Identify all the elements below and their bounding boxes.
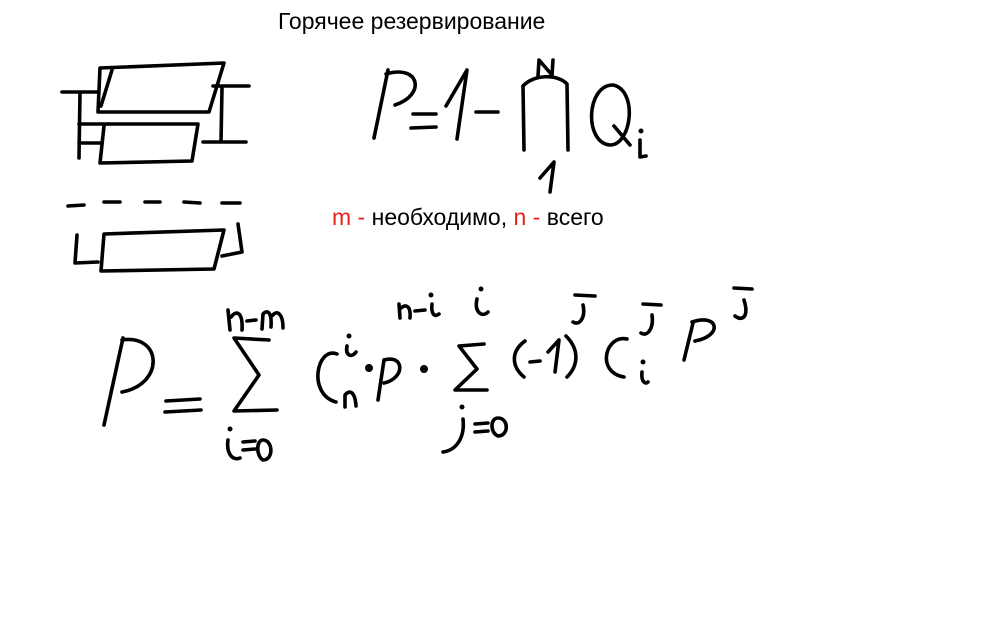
formula2-lower-i0 — [228, 440, 271, 460]
element-1-inner — [101, 70, 112, 106]
redundancy-block-diagram — [62, 63, 249, 271]
formula2-inner-upper-i-dot — [479, 287, 483, 291]
formula2-C — [318, 353, 337, 402]
m-variable: m — [332, 204, 352, 230]
formula2-C-sub-n — [345, 392, 356, 407]
element-1-rect — [98, 63, 224, 112]
formula2-sup-j — [573, 295, 595, 323]
formula1-sub-i — [640, 140, 646, 157]
formula2-C-sup-i-dot — [347, 334, 351, 338]
formula2-inner-lower-j-dot — [460, 405, 464, 409]
formula2-P-second — [378, 359, 400, 400]
formula2-inner-upper-i — [476, 299, 488, 314]
formula1-equals — [411, 114, 436, 128]
formula2-P-third — [684, 320, 714, 360]
formula1-product-sign — [523, 77, 568, 150]
formula2-upper-n-m — [228, 310, 283, 330]
n-meaning: всего — [546, 204, 604, 230]
dashed-separator — [68, 202, 240, 206]
formula2-outer-sigma — [234, 338, 277, 411]
page-title: Горячее резервирование — [278, 8, 546, 34]
formula2-P3-sup-j — [734, 288, 752, 318]
formula2-mult-dot-1 — [366, 365, 373, 372]
formula2-C2-sup-j — [641, 304, 661, 334]
formula1-N — [538, 60, 553, 76]
m-meaning: необходимо, — [371, 204, 514, 230]
n-variable: n — [513, 204, 527, 230]
formula2-inner-lower-j0 — [443, 418, 506, 452]
formula-product — [374, 60, 646, 192]
formula1-one — [446, 70, 467, 139]
formula1-Q — [592, 85, 630, 145]
formula2-sup-n-i — [399, 304, 439, 318]
n-dash: - — [526, 204, 547, 230]
formula2-C2-sub-i — [642, 372, 648, 383]
formula2-equals — [165, 399, 201, 412]
element-2-rect — [100, 124, 198, 163]
m-dash: - — [351, 204, 372, 230]
formula1-i-dot — [639, 129, 643, 133]
formula2-P — [104, 338, 153, 425]
formula1-lower-one — [540, 162, 554, 192]
element-n-rect — [101, 230, 224, 271]
formula2-C-sup-i — [347, 346, 356, 355]
formula2-sup-i-dot — [429, 293, 433, 297]
formula2-C2-sub-i-dot — [641, 360, 645, 364]
formula2-inner-sigma — [455, 344, 487, 390]
formula1-P — [374, 70, 415, 138]
formula2-mult-dot-2 — [421, 366, 428, 373]
element-n-left-wire — [75, 235, 98, 263]
formula-sum — [104, 287, 752, 460]
formula2-C-second — [606, 339, 627, 377]
formula2-lower-i-dot — [228, 427, 232, 431]
right-bus — [203, 86, 249, 142]
formula2-minus-one — [514, 336, 576, 377]
